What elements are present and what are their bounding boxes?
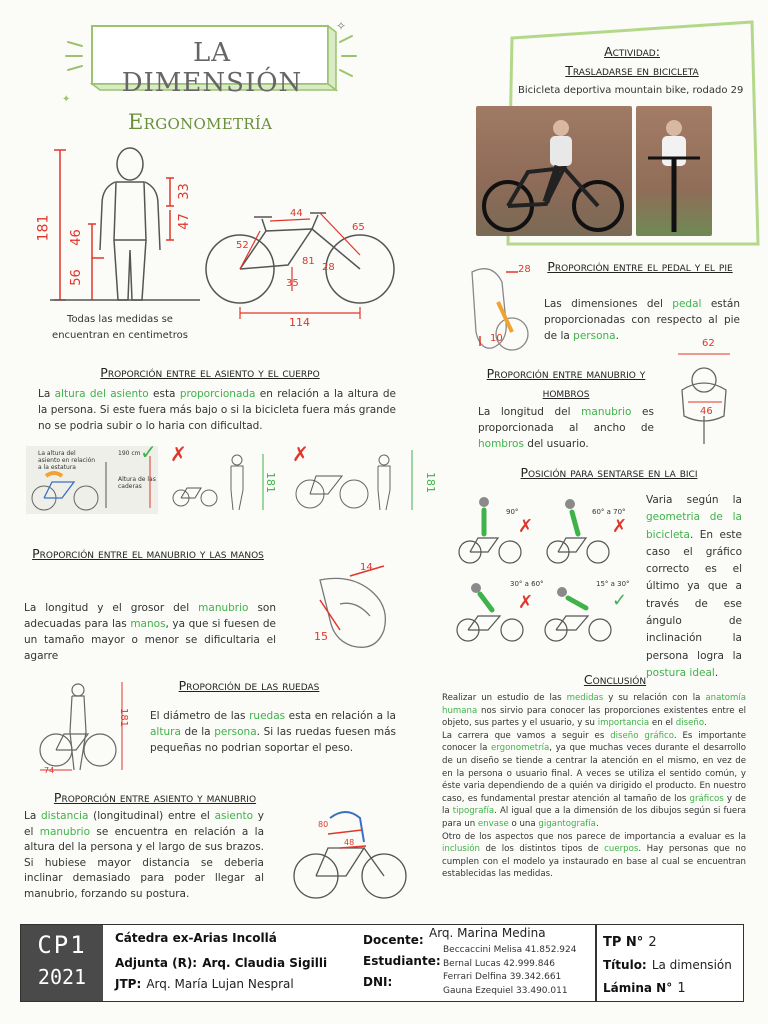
bike-photo-side — [476, 106, 632, 236]
angle-15-30: 15° a 30° — [596, 580, 630, 588]
seat-body-text: La altura del asiento esta proporcionada en relación a la altura de la persona. Si este fuera más bajo o si la bicicleta fuera más grande no se podria subir o lo haria con dificultad. — [38, 388, 397, 432]
cross-icon: ✗ — [170, 442, 187, 466]
dim-52: 52 — [236, 240, 249, 251]
check-icon: ✓ — [612, 590, 628, 611]
human-dimensions-drawing — [30, 140, 210, 320]
hs-dim-62: 62 — [702, 338, 715, 349]
pedal-dim-28: 28 — [518, 264, 531, 275]
cross-icon: ✗ — [292, 442, 309, 466]
conclusion-heading: Conclusión — [583, 672, 647, 687]
hand-dim-14: 14 — [360, 562, 373, 573]
conclusion-text — [442, 692, 746, 881]
student-2: Bernal Lucas 42.999.846 — [443, 958, 555, 969]
dim-44: 44 — [290, 208, 303, 219]
students-list — [443, 944, 593, 998]
docente-label: Docente: — [363, 933, 424, 947]
dim-33: 33 — [176, 183, 192, 200]
page-subtitle: Ergonometría — [128, 110, 273, 134]
seat-handlebar-text: La distancia (longitudinal) entre el asiento y el manubrio se encuentra en relación a la altura del la persona y el largo de sus brazos. Si hubiese mayor distancia se deberia inclinar demasiado para poder llegar al manubrio, forzando su postura. — [24, 810, 264, 900]
seat-dim-181b: 181 — [424, 472, 437, 493]
tp-label: TP N° — [603, 935, 644, 950]
pedal-dim-10: 10 — [490, 333, 503, 344]
tp-value: 2 — [648, 935, 657, 950]
footer-cp-block — [21, 925, 103, 1001]
seat-handlebar-heading: Proporción entre asiento y manubrio — [53, 790, 257, 805]
cross-icon: ✗ — [612, 516, 628, 537]
conclusion-paragraph-1: Realizar un estudio de las medidas y su relación con la anatomía humana nos sirvio para conocer las proporciones existentes entre el objeto, sus partes y el usuario, y su importancia en el diseño. — [442, 693, 746, 729]
bike-too-big-sketch — [288, 450, 438, 515]
seat-dim-181a: 181 — [264, 472, 277, 493]
cross-icon: ✗ — [518, 516, 534, 537]
svg-text:✦: ✦ — [62, 94, 71, 105]
cp-year: 2021 — [37, 965, 87, 989]
sh-dim-80: 80 — [318, 820, 329, 829]
docente-value: Arq. Marina Medina — [429, 926, 546, 940]
dim-81: 81 — [302, 256, 315, 267]
dim-28: 28 — [322, 262, 335, 273]
handlebar-shoulders-text: La longitud del manubrio es proporcionada al ancho de hombros del usuario. — [478, 406, 654, 450]
handlebar-front-sketch — [668, 340, 748, 450]
student-3: Ferrari Delfina 39.342.661 — [443, 972, 562, 982]
angle-60-70: 60° a 70° — [592, 508, 626, 516]
dim-46: 46 — [68, 229, 84, 246]
hand-grip-sketch — [300, 560, 400, 665]
dni-label: DNI: — [363, 975, 393, 989]
adjunta-label: Adjunta (R): — [115, 956, 198, 970]
footer-left-info — [115, 931, 365, 994]
bike-too-small-sketch — [165, 450, 275, 515]
lamina-label: Lámina N° — [603, 981, 673, 995]
dim-56: 56 — [68, 269, 84, 286]
cp-label: CP1 — [37, 931, 87, 959]
titulo-label: Título: — [603, 958, 647, 972]
pedal-text: Las dimensiones del pedal están proporcionadas con respecto al pie de la persona. — [544, 298, 740, 342]
catedra: Cátedra ex-Arias Incollá — [115, 931, 277, 945]
angle-90: 90° — [506, 508, 519, 516]
conclusion-paragraph-3: Otro de los aspectos que nos parece de importancia a evaluar es la inclusión de los distintos tipos de cuerpos. Hay personas que no cumplen con el modelo ya instaurado en base al cual se encuentran establecidas las medidas. — [442, 831, 746, 880]
sitting-heading: Posición para sentarse en la bici — [520, 465, 698, 480]
wheels-heading: Proporción de las ruedas — [178, 678, 320, 693]
dim-65: 65 — [352, 222, 365, 233]
wheels-text: El diámetro de las ruedas esta en relación a la altura de la persona. Si las ruedas fuesen más pequeñas no podrian soportar el peso. — [150, 710, 396, 754]
footer-middle-labels — [363, 933, 443, 996]
seat-body-heading: Proporción entre el asiento y el cuerpo — [100, 365, 320, 380]
cross-icon: ✗ — [518, 592, 534, 613]
dim-35: 35 — [286, 278, 299, 289]
activity-description: Bicicleta deportiva mountain bike, rodado 29 — [518, 85, 744, 96]
estudiante-label: Estudiante: — [363, 954, 441, 968]
handlebar-hands-text: La longitud y el grosor del manubrio son adecuadas para las manos, ya que si fuesen de un tamaño mayor o menor se dificultaria el agarre — [24, 602, 276, 662]
seat-note-2: Altura de las caderas — [118, 476, 156, 490]
seat-handlebar-sketch — [290, 798, 410, 906]
page-title: LA DIMENSIÓN — [121, 38, 303, 98]
titulo-value: La dimensión — [651, 958, 732, 972]
wheel-dim-181: 181 — [118, 707, 130, 728]
seat-note-190: 190 cm — [118, 450, 141, 457]
jtp-value: Arq. María Lujan Nespral — [146, 977, 294, 991]
dim-114: 114 — [289, 316, 310, 329]
adjunta-value: Arq. Claudia Sigilli — [202, 956, 328, 970]
conclusion-paragraph-2: La carrera que vamos a seguir es diseño gráfico. Es importante conocer la ergonometría, ya que muchas veces durante el desarrollo de un diseño se tiende a centrar la atención en el mismo, en vez de en la persona o usuario final. A veces se utiliza el sentido común, y éste varia dependiendo de a quién va dirigido el producto. En nuestro caso, es fundamental prestar atención al tamaño de los gráficos y de la tipografía. Al igual que a la dimensión de los dibujos según si fuera para un envase o una gigantografía. — [442, 730, 746, 829]
activity-heading: Actividad: Trasladarse en bicicleta — [565, 44, 699, 78]
check-icon: ✓ — [140, 440, 157, 464]
hand-dim-15: 15 — [314, 630, 328, 643]
handlebar-shoulders-heading: Proporción entre manubrio y hombros — [486, 366, 646, 400]
student-1: Beccaccini Melisa 41.852.924 — [443, 945, 577, 955]
wheel-dim-74: 74 — [44, 766, 55, 775]
pedal-heading: Proporción entre el pedal y el pie — [547, 259, 733, 274]
sitting-text: Varia según la geometria de la bicicleta. En este caso el gráfico correcto es el último ya que a través de ese ángulo de inclinación la persona logra la postura ideal. — [646, 494, 742, 679]
footer-divider — [595, 925, 597, 1001]
bike-photo-front — [636, 106, 712, 236]
footer-right-info — [603, 931, 743, 1000]
wheels-sketch — [36, 678, 136, 778]
lamina-value: 1 — [677, 981, 686, 996]
student-4: Gauna Ezequiel 33.490.011 — [443, 985, 568, 996]
footer — [20, 924, 744, 1002]
seat-note-1: La altura del asiento en relación a la estatura — [38, 450, 96, 471]
handlebar-hands-heading: Proporción entre el manubrio y las manos — [32, 546, 264, 561]
svg-text:✧: ✧ — [336, 19, 347, 33]
sh-dim-48: 48 — [344, 838, 355, 847]
angle-30-60: 30° a 60° — [510, 580, 544, 588]
jtp-label: JTP: — [115, 977, 142, 991]
measure-note: Todas las medidas se encuentran en centimetros — [52, 314, 188, 341]
hs-dim-46: 46 — [700, 406, 713, 417]
dim-47: 47 — [176, 213, 192, 230]
dim-181: 181 — [35, 214, 52, 242]
